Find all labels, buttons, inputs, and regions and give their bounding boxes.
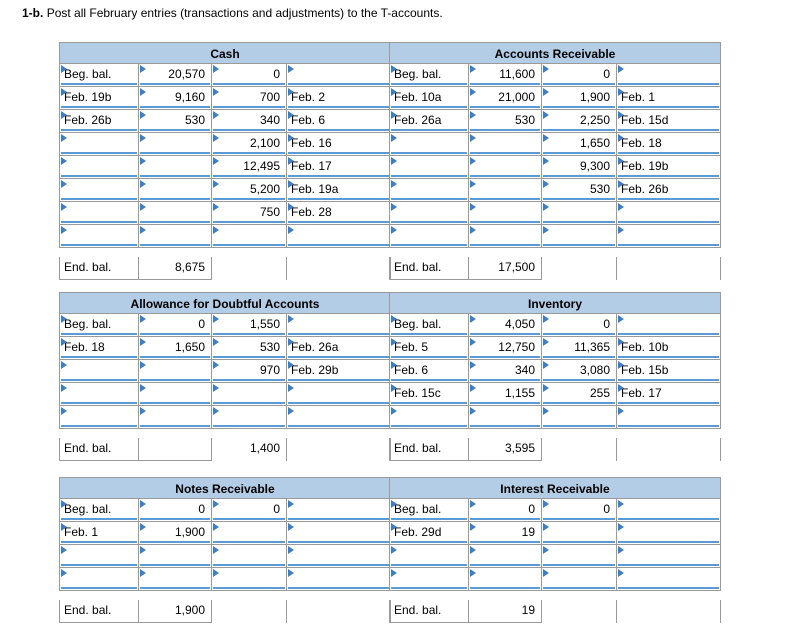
credit-amount-field[interactable]: 0 (541, 499, 616, 522)
debit-label-field[interactable]: Feb. 10a (389, 87, 468, 110)
debit-label-field[interactable] (59, 383, 138, 406)
debit-label-field[interactable]: Feb. 19b (59, 87, 138, 110)
debit-amount-field[interactable]: 21,000 (468, 87, 541, 110)
credit-amount-field[interactable] (211, 406, 286, 429)
debit-amount-field[interactable] (138, 225, 211, 248)
credit-amount-field[interactable]: 12,495 (211, 156, 286, 179)
ending-balance-row (389, 257, 721, 280)
credit-label-field[interactable] (286, 522, 391, 545)
account-title: Interest Receivable (389, 477, 721, 499)
credit-amount-field[interactable] (211, 545, 286, 568)
debit-label-field[interactable] (389, 545, 468, 568)
ledger-row (389, 133, 721, 156)
credit-amount-field[interactable]: 255 (541, 383, 616, 406)
debit-amount-field[interactable] (138, 545, 211, 568)
ledger-row (389, 179, 721, 202)
ledger-row (59, 337, 391, 360)
ledger-row (59, 522, 391, 545)
debit-label-field[interactable]: Beg. bal. (389, 64, 468, 87)
debit-label-field[interactable]: Feb. 26a (389, 110, 468, 133)
debit-label-field[interactable]: Beg. bal. (389, 499, 468, 522)
debit-label-field[interactable] (59, 156, 138, 179)
credit-amount-field[interactable]: 530 (541, 179, 616, 202)
end-bal-debit[interactable]: 3,595 (468, 438, 541, 461)
debit-label-field[interactable]: Beg. bal. (389, 314, 468, 337)
end-bal-credit[interactable] (541, 600, 616, 623)
debit-amount-field[interactable]: 530 (138, 110, 211, 133)
credit-label-field[interactable]: Feb. 26a (286, 337, 391, 360)
credit-label-field[interactable] (616, 64, 721, 87)
debit-label-field[interactable] (59, 545, 138, 568)
credit-label-field[interactable] (286, 225, 391, 248)
ledger-row (389, 225, 721, 248)
credit-label-field[interactable]: Feb. 28 (286, 202, 391, 225)
credit-label-field[interactable] (616, 522, 721, 545)
end-bal-debit[interactable]: 19 (468, 600, 541, 623)
debit-amount-field[interactable] (468, 568, 541, 591)
credit-amount-field[interactable]: 530 (211, 337, 286, 360)
debit-label-field[interactable] (59, 360, 138, 383)
credit-amount-field[interactable] (211, 383, 286, 406)
end-bal-label: End. bal. (59, 257, 138, 280)
ledger-row (389, 64, 721, 87)
ledger-row (389, 568, 721, 591)
ledger-row (389, 110, 721, 133)
ledger-row (59, 64, 391, 87)
ledger-row (59, 179, 391, 202)
end-bal-credit[interactable]: 1,400 (211, 438, 286, 461)
t-account-accounts-receivable (389, 42, 721, 280)
t-account-cash (59, 42, 391, 280)
end-bal-blank[interactable] (616, 438, 721, 461)
t-account-allowance-doubtful (59, 292, 391, 461)
end-bal-credit[interactable] (541, 257, 616, 280)
credit-label-field[interactable]: Feb. 10b (616, 337, 721, 360)
credit-amount-field[interactable]: 11,365 (541, 337, 616, 360)
credit-amount-field[interactable] (211, 522, 286, 545)
credit-amount-field[interactable]: 0 (541, 314, 616, 337)
credit-amount-field[interactable]: 700 (211, 87, 286, 110)
end-bal-blank[interactable] (616, 257, 721, 280)
ledger-row (59, 156, 391, 179)
question-heading (22, 6, 443, 20)
end-bal-label: End. bal. (389, 600, 468, 623)
ledger-row (59, 383, 391, 406)
debit-amount-field[interactable]: 1,900 (138, 522, 211, 545)
credit-amount-field[interactable] (541, 545, 616, 568)
debit-amount-field[interactable] (138, 133, 211, 156)
credit-label-field[interactable]: Feb. 2 (286, 87, 391, 110)
credit-amount-field[interactable]: 0 (211, 499, 286, 522)
debit-label-field[interactable]: Feb. 15c (389, 383, 468, 406)
debit-amount-field[interactable] (468, 202, 541, 225)
debit-label-field[interactable] (389, 202, 468, 225)
debit-amount-field[interactable]: 4,050 (468, 314, 541, 337)
ledger-row (389, 337, 721, 360)
credit-label-field[interactable] (616, 406, 721, 429)
question-text: Post all February entries (transactions and adjustments) to the T-accounts. (46, 6, 443, 20)
debit-amount-field[interactable] (468, 156, 541, 179)
credit-label-field[interactable]: Feb. 15b (616, 360, 721, 383)
ledger-row (59, 545, 391, 568)
t-account-interest-receivable (389, 477, 721, 623)
debit-amount-field[interactable] (468, 225, 541, 248)
ledger-row (59, 314, 391, 337)
ledger-row (59, 225, 391, 248)
debit-amount-field[interactable]: 20,570 (138, 64, 211, 87)
debit-amount-field[interactable]: 11,600 (468, 64, 541, 87)
debit-label-field[interactable] (389, 225, 468, 248)
account-title: Inventory (389, 292, 721, 314)
end-bal-label: End. bal. (59, 438, 138, 461)
debit-label-field[interactable] (59, 202, 138, 225)
ledger-row (59, 360, 391, 383)
credit-label-field[interactable] (286, 383, 391, 406)
debit-label-field[interactable]: Feb. 6 (389, 360, 468, 383)
ending-balance-row (389, 438, 721, 461)
debit-amount-field[interactable]: 530 (468, 110, 541, 133)
credit-amount-field[interactable] (211, 225, 286, 248)
end-bal-debit[interactable]: 1,900 (138, 600, 211, 623)
end-bal-credit[interactable] (541, 438, 616, 461)
credit-label-field[interactable]: Feb. 17 (616, 383, 721, 406)
credit-label-field[interactable] (616, 568, 721, 591)
credit-label-field[interactable]: Feb. 18 (616, 133, 721, 156)
credit-label-field[interactable]: Feb. 19a (286, 179, 391, 202)
debit-label-field[interactable] (389, 406, 468, 429)
credit-label-field[interactable] (616, 225, 721, 248)
debit-amount-field[interactable]: 1,155 (468, 383, 541, 406)
debit-label-field[interactable] (59, 568, 138, 591)
ledger-row (389, 406, 721, 429)
ending-balance-row (59, 438, 391, 461)
debit-label-field[interactable] (59, 179, 138, 202)
ledger-row (59, 202, 391, 225)
ledger-row (389, 314, 721, 337)
debit-label-field[interactable]: Beg. bal. (59, 314, 138, 337)
ledger-row (389, 522, 721, 545)
account-title: Allowance for Doubtful Accounts (59, 292, 391, 314)
ledger-row (389, 87, 721, 110)
end-bal-label: End. bal. (389, 257, 468, 280)
debit-label-field[interactable] (59, 406, 138, 429)
debit-amount-field[interactable] (468, 406, 541, 429)
end-bal-credit[interactable] (211, 600, 286, 623)
debit-label-field[interactable]: Beg. bal. (59, 64, 138, 87)
ending-balance-row (59, 257, 391, 280)
credit-label-field[interactable]: Feb. 16 (286, 133, 391, 156)
debit-label-field[interactable]: Beg. bal. (59, 499, 138, 522)
end-bal-blank[interactable] (286, 438, 391, 461)
credit-amount-field[interactable]: 970 (211, 360, 286, 383)
end-bal-debit[interactable]: 8,675 (138, 257, 211, 280)
credit-label-field[interactable]: Feb. 1 (616, 87, 721, 110)
credit-label-field[interactable] (616, 314, 721, 337)
credit-amount-field[interactable] (541, 202, 616, 225)
debit-label-field[interactable] (59, 225, 138, 248)
ledger-row (389, 499, 721, 522)
credit-amount-field[interactable]: 2,250 (541, 110, 616, 133)
debit-label-field[interactable]: Feb. 26b (59, 110, 138, 133)
credit-amount-field[interactable]: 2,100 (211, 133, 286, 156)
end-bal-label: End. bal. (389, 438, 468, 461)
credit-amount-field[interactable]: 1,650 (541, 133, 616, 156)
t-account-notes-receivable (59, 477, 391, 623)
debit-label-field[interactable]: Feb. 29d (389, 522, 468, 545)
credit-label-field[interactable] (616, 499, 721, 522)
debit-amount-field[interactable] (468, 133, 541, 156)
end-bal-debit[interactable] (138, 438, 211, 461)
debit-amount-field[interactable]: 340 (468, 360, 541, 383)
debit-amount-field[interactable] (138, 383, 211, 406)
debit-amount-field[interactable] (138, 156, 211, 179)
debit-amount-field[interactable]: 0 (468, 499, 541, 522)
credit-amount-field[interactable]: 340 (211, 110, 286, 133)
debit-label-field[interactable]: Feb. 18 (59, 337, 138, 360)
credit-amount-field[interactable] (211, 568, 286, 591)
ledger-row (389, 360, 721, 383)
account-title: Notes Receivable (59, 477, 391, 499)
credit-label-field[interactable]: Feb. 19b (616, 156, 721, 179)
credit-label-field[interactable] (286, 568, 391, 591)
debit-label-field[interactable] (389, 179, 468, 202)
debit-amount-field[interactable]: 19 (468, 522, 541, 545)
credit-amount-field[interactable]: 1,550 (211, 314, 286, 337)
account-title: Accounts Receivable (389, 42, 721, 64)
ledger-row (389, 202, 721, 225)
credit-label-field[interactable]: Feb. 26b (616, 179, 721, 202)
debit-label-field[interactable]: Feb. 5 (389, 337, 468, 360)
debit-label-field[interactable] (389, 133, 468, 156)
end-bal-debit[interactable]: 17,500 (468, 257, 541, 280)
debit-amount-field[interactable]: 9,160 (138, 87, 211, 110)
debit-amount-field[interactable] (138, 568, 211, 591)
credit-label-field[interactable] (616, 202, 721, 225)
credit-label-field[interactable]: Feb. 15d (616, 110, 721, 133)
credit-amount-field[interactable]: 3,080 (541, 360, 616, 383)
credit-label-field[interactable]: Feb. 17 (286, 156, 391, 179)
debit-amount-field[interactable] (468, 179, 541, 202)
ledger-row (59, 87, 391, 110)
credit-label-field[interactable] (286, 314, 391, 337)
ledger-row (59, 406, 391, 429)
ledger-row (59, 133, 391, 156)
end-bal-credit[interactable] (211, 257, 286, 280)
debit-amount-field[interactable]: 12,750 (468, 337, 541, 360)
ledger-row (389, 383, 721, 406)
account-title: Cash (59, 42, 391, 64)
credit-amount-field[interactable]: 0 (541, 64, 616, 87)
debit-amount-field[interactable] (138, 360, 211, 383)
debit-amount-field[interactable] (138, 179, 211, 202)
question-number: 1-b. (22, 6, 44, 20)
ledger-row (389, 156, 721, 179)
credit-amount-field[interactable]: 0 (211, 64, 286, 87)
credit-amount-field[interactable]: 5,200 (211, 179, 286, 202)
credit-label-field[interactable] (286, 545, 391, 568)
debit-amount-field[interactable] (138, 406, 211, 429)
debit-amount-field[interactable]: 1,650 (138, 337, 211, 360)
credit-label-field[interactable] (616, 545, 721, 568)
debit-label-field[interactable] (389, 568, 468, 591)
credit-amount-field[interactable]: 1,900 (541, 87, 616, 110)
end-bal-blank[interactable] (286, 257, 391, 280)
debit-amount-field[interactable] (468, 545, 541, 568)
end-bal-label: End. bal. (59, 600, 138, 623)
credit-amount-field[interactable]: 9,300 (541, 156, 616, 179)
end-bal-blank[interactable] (286, 600, 391, 623)
ending-balance-row (59, 600, 391, 623)
credit-amount-field[interactable] (541, 522, 616, 545)
credit-label-field[interactable] (286, 499, 391, 522)
debit-amount-field[interactable]: 0 (138, 314, 211, 337)
debit-amount-field[interactable]: 0 (138, 499, 211, 522)
end-bal-blank[interactable] (616, 600, 721, 623)
credit-label-field[interactable] (286, 64, 391, 87)
ending-balance-row (389, 600, 721, 623)
debit-amount-field[interactable] (138, 202, 211, 225)
credit-amount-field[interactable] (541, 225, 616, 248)
t-account-inventory (389, 292, 721, 461)
credit-amount-field[interactable]: 750 (211, 202, 286, 225)
ledger-row (59, 568, 391, 591)
credit-label-field[interactable] (286, 406, 391, 429)
ledger-row (59, 110, 391, 133)
credit-amount-field[interactable] (541, 406, 616, 429)
debit-label-field[interactable]: Feb. 1 (59, 522, 138, 545)
credit-label-field[interactable]: Feb. 6 (286, 110, 391, 133)
debit-label-field[interactable] (59, 133, 138, 156)
debit-label-field[interactable] (389, 156, 468, 179)
credit-amount-field[interactable] (541, 568, 616, 591)
credit-label-field[interactable]: Feb. 29b (286, 360, 391, 383)
ledger-row (389, 545, 721, 568)
ledger-row (59, 499, 391, 522)
